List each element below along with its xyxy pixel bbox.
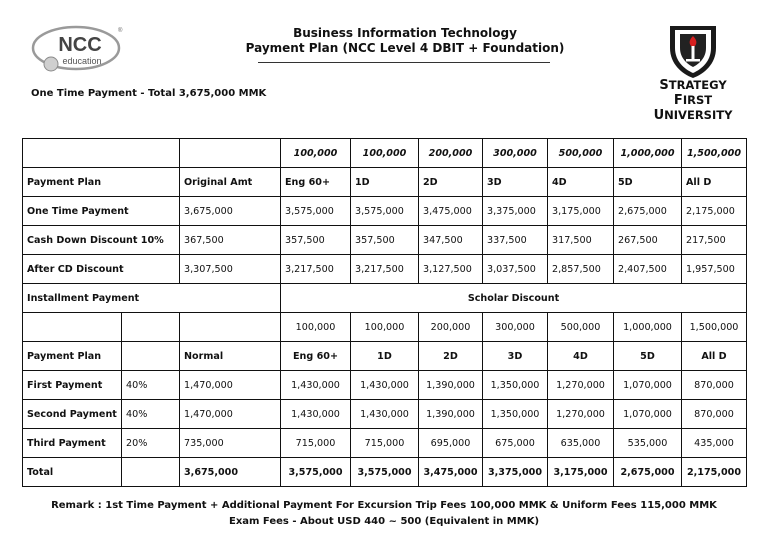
table-cell: 357,500 (281, 226, 351, 255)
table-cell: 3,675,000 (180, 458, 281, 487)
table-cell: 2,675,000 (614, 197, 682, 226)
table-cell: 100,000 (351, 313, 419, 342)
table-cell: 2,675,000 (614, 458, 682, 487)
table-cell: 217,500 (682, 226, 747, 255)
table-cell: 3,475,000 (419, 458, 483, 487)
table-cell: 1,500,000 (682, 139, 747, 168)
table-cell: 1D (351, 342, 419, 371)
table-cell: 267,500 (614, 226, 682, 255)
table-cell: 1,350,000 (483, 400, 548, 429)
university-name (640, 78, 746, 123)
remark-note (0, 498, 768, 530)
installment-label: Installment Payment (23, 284, 281, 313)
table-cell: 500,000 (548, 313, 614, 342)
table-cell: 100,000 (281, 313, 351, 342)
scholar-discount-label: Scholar Discount (281, 284, 747, 313)
table-cell (122, 313, 180, 342)
table-cell: 1,000,000 (614, 313, 682, 342)
table-cell (122, 458, 180, 487)
table-cell: 5D (614, 342, 682, 371)
table-cell: 357,500 (351, 226, 419, 255)
table-cell: 1,270,000 (548, 371, 614, 400)
table-cell: 100,000 (351, 139, 419, 168)
table-cell: After CD Discount (23, 255, 180, 284)
table-cell: 300,000 (483, 313, 548, 342)
table-cell: Total (23, 458, 122, 487)
table-cell: 3,375,000 (483, 458, 548, 487)
table-cell: First Payment (23, 371, 122, 400)
table-cell: 2D (419, 168, 483, 197)
table-row (23, 255, 747, 284)
table-cell: 3,307,500 (180, 255, 281, 284)
table-cell: 3,175,000 (548, 458, 614, 487)
table-cell: 1,470,000 (180, 371, 281, 400)
table-cell: 3D (483, 168, 548, 197)
table-cell: 2,175,000 (682, 458, 747, 487)
table-cell: 2,407,500 (614, 255, 682, 284)
table-cell: 3,127,500 (419, 255, 483, 284)
table-row (23, 197, 747, 226)
logo-ncc-text: NCC (58, 34, 102, 56)
table-cell: 3D (483, 342, 548, 371)
table-cell: 4D (548, 342, 614, 371)
logo-reg-mark: ® (118, 28, 123, 34)
remark-line-1: Remark : 1st Time Payment + Additional Payment For Excursion Trip Fees 100,000 MMK & Uniform Fees 115,000 MMK (51, 500, 717, 511)
table-cell: 337,500 (483, 226, 548, 255)
one-time-total-label: One Time Payment - Total 3,675,000 MMK (31, 88, 267, 99)
payment-plan-table (22, 138, 747, 487)
table-cell: 5D (614, 168, 682, 197)
table-cell: Eng 60+ (281, 168, 351, 197)
table-cell: 1,470,000 (180, 400, 281, 429)
table-cell: 695,000 (419, 429, 483, 458)
table-cell: 3,217,500 (351, 255, 419, 284)
table-cell: 3,037,500 (483, 255, 548, 284)
table-row (23, 313, 747, 342)
table-cell: 3,575,000 (351, 197, 419, 226)
table-cell: 1,390,000 (419, 400, 483, 429)
table-cell: 3,475,000 (419, 197, 483, 226)
remark-line-2: Exam Fees - About USD 440 ~ 500 (Equivalent in MMK) (228, 516, 540, 527)
table-cell: 40% (122, 400, 180, 429)
table-cell: 3,575,000 (351, 458, 419, 487)
table-cell: Third Payment (23, 429, 122, 458)
table-cell: 1D (351, 168, 419, 197)
table-cell: Normal (180, 342, 281, 371)
table-cell: 100,000 (281, 139, 351, 168)
table-cell (180, 139, 281, 168)
table-cell: 1,350,000 (483, 371, 548, 400)
table-cell: 367,500 (180, 226, 281, 255)
table-row (23, 429, 747, 458)
table-cell (180, 313, 281, 342)
table-cell (23, 139, 180, 168)
table-cell: 3,575,000 (281, 197, 351, 226)
ncc-education-logo (30, 24, 126, 80)
table-cell: 40% (122, 371, 180, 400)
university-crest-icon (664, 22, 722, 80)
table-cell: 1,500,000 (682, 313, 747, 342)
table-cell: 3,375,000 (483, 197, 548, 226)
title-line-2: Payment Plan (NCC Level 4 DBIT + Foundation) (245, 41, 565, 55)
table-cell: Cash Down Discount 10% (23, 226, 180, 255)
table-cell: 3,217,500 (281, 255, 351, 284)
table-cell: 1,000,000 (614, 139, 682, 168)
table-cell: 347,500 (419, 226, 483, 255)
table-cell: Second Payment (23, 400, 122, 429)
table-cell: 3,575,000 (281, 458, 351, 487)
table-cell: 200,000 (419, 313, 483, 342)
table-cell: 1,390,000 (419, 371, 483, 400)
table-cell: 2,175,000 (682, 197, 747, 226)
table-cell: 1,430,000 (351, 400, 419, 429)
title-line-1: Business Information Technology (293, 26, 517, 40)
table-cell: 870,000 (682, 400, 747, 429)
table-cell: 300,000 (483, 139, 548, 168)
table-cell: 317,500 (548, 226, 614, 255)
table-cell: 2,857,500 (548, 255, 614, 284)
table-cell: 200,000 (419, 139, 483, 168)
table-cell: Original Amt (180, 168, 281, 197)
table-row (23, 139, 747, 168)
table-row (23, 400, 747, 429)
table-row (23, 168, 747, 197)
university-name-line-1: STRATEGY FIRST (659, 78, 727, 108)
table-cell: Eng 60+ (281, 342, 351, 371)
title-underline (258, 62, 550, 63)
table-cell (122, 342, 180, 371)
table-cell: 500,000 (548, 139, 614, 168)
table-cell: 435,000 (682, 429, 747, 458)
table-cell: 3,175,000 (548, 197, 614, 226)
table-cell: 715,000 (281, 429, 351, 458)
table-cell: 1,430,000 (281, 371, 351, 400)
table-row (23, 226, 747, 255)
table-row (23, 284, 747, 313)
table-row (23, 342, 747, 371)
table-cell: 535,000 (614, 429, 682, 458)
table-cell: All D (682, 168, 747, 197)
table-cell: 635,000 (548, 429, 614, 458)
table-cell: All D (682, 342, 747, 371)
logo-sub-text: education (62, 56, 102, 66)
table-cell (23, 313, 122, 342)
table-cell: 675,000 (483, 429, 548, 458)
table-cell: 4D (548, 168, 614, 197)
table-cell: 1,430,000 (351, 371, 419, 400)
table-row (23, 458, 747, 487)
table-cell: 20% (122, 429, 180, 458)
table-cell: Payment Plan (23, 342, 122, 371)
table-cell: 1,957,500 (682, 255, 747, 284)
table-cell: 1,430,000 (281, 400, 351, 429)
table-cell: 2D (419, 342, 483, 371)
table-row (23, 371, 747, 400)
table-cell: 715,000 (351, 429, 419, 458)
page-title (240, 26, 570, 56)
university-name-line-2: UNIVERSITY (653, 108, 733, 123)
table-cell: 1,070,000 (614, 400, 682, 429)
table-cell: Payment Plan (23, 168, 180, 197)
table-cell: 1,070,000 (614, 371, 682, 400)
table-cell: 3,675,000 (180, 197, 281, 226)
table-cell: 735,000 (180, 429, 281, 458)
table-cell: One Time Payment (23, 197, 180, 226)
table-cell: 1,270,000 (548, 400, 614, 429)
table-cell: 870,000 (682, 371, 747, 400)
